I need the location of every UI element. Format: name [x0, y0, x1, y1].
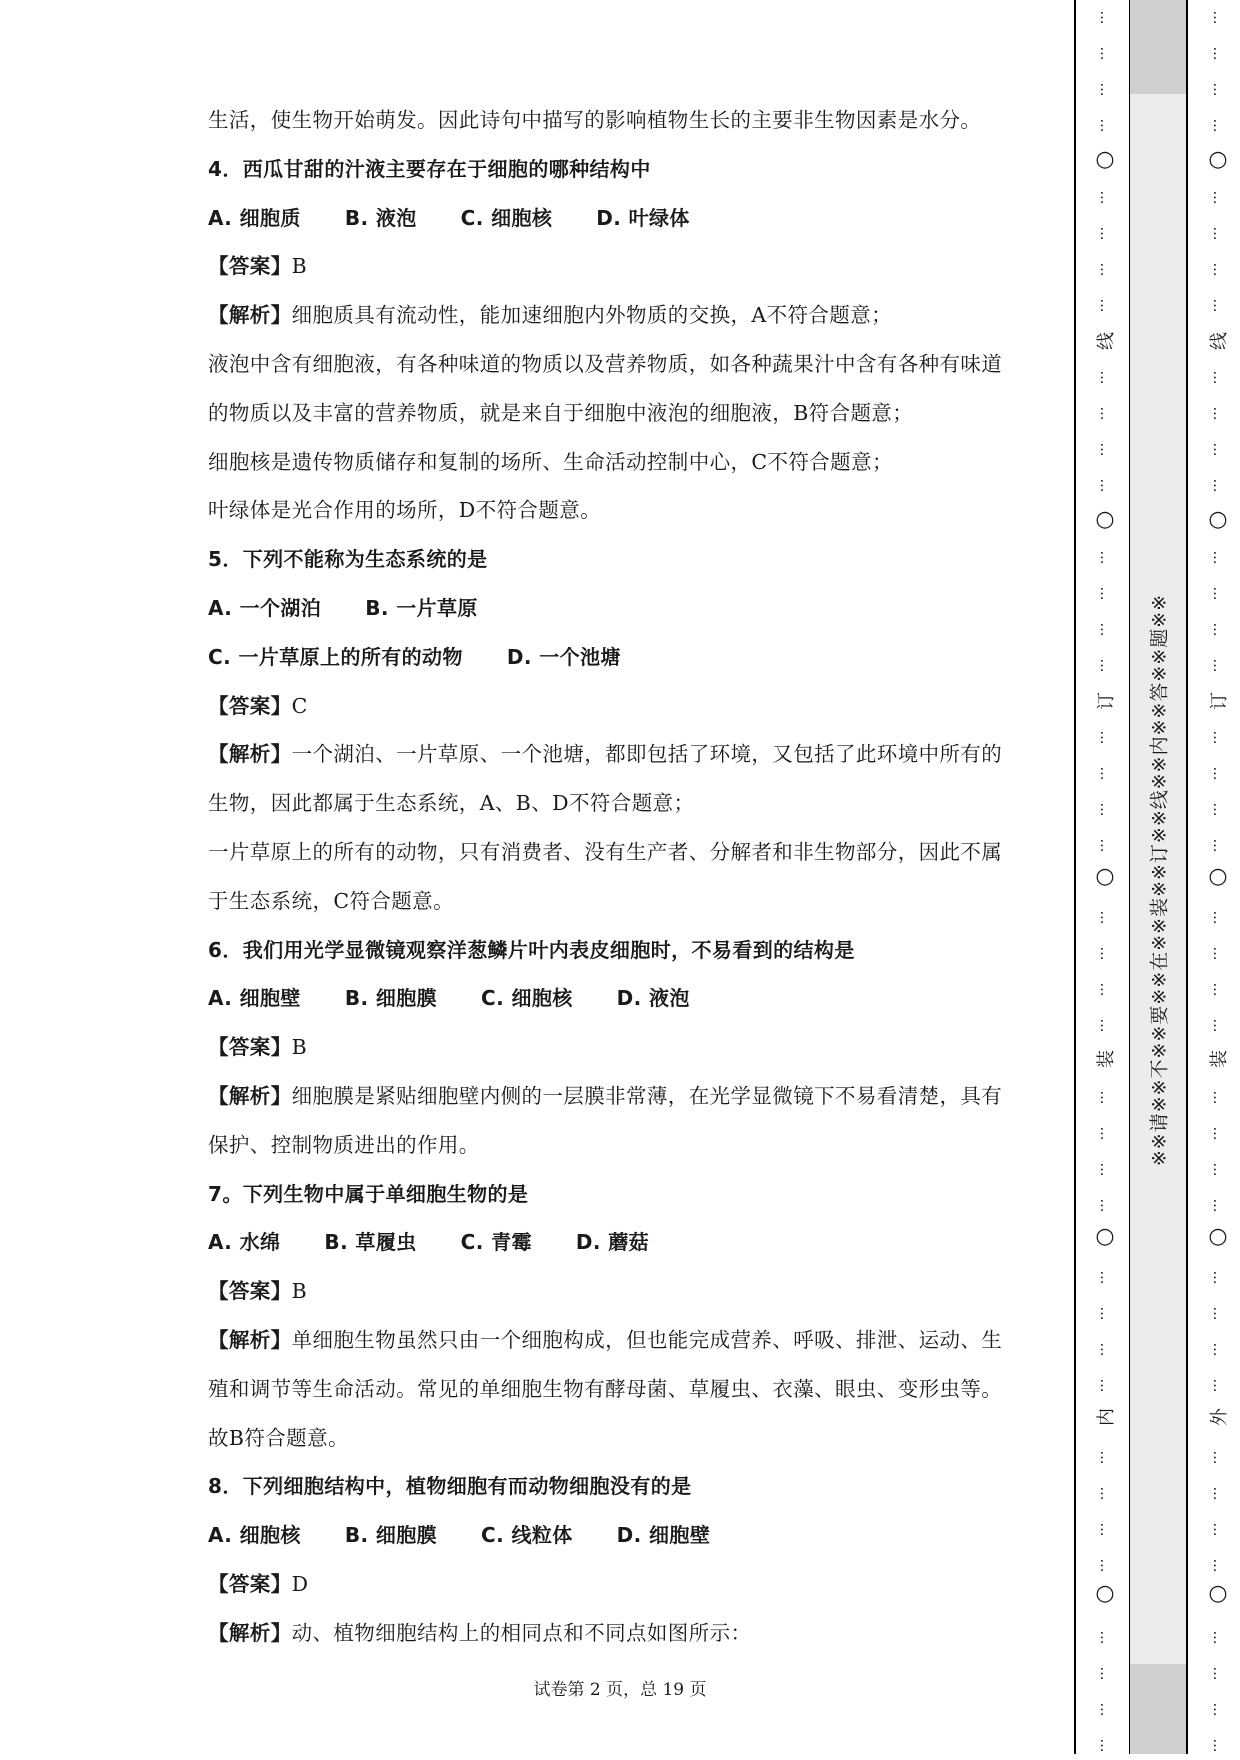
- option-item: D. 叶绿体: [596, 205, 690, 230]
- dotted-segment: …: [1210, 1126, 1226, 1140]
- option-item: B. 草履虫: [324, 1230, 417, 1255]
- analysis-line: [208, 291, 1058, 340]
- binding-dots-right: [1203, 0, 1233, 1754]
- line-text: 动、植物细胞结构上的相同点和不同点如图所示：: [291, 1620, 752, 1645]
- binding-circle-icon: ○: [1095, 507, 1115, 532]
- dotted-segment: …: [1097, 1558, 1113, 1572]
- binding-circle-icon: ○: [1095, 1224, 1115, 1249]
- dotted-segment: …: [1210, 262, 1226, 276]
- page-footer: 试卷第 2 页，总 19 页: [533, 1680, 707, 1700]
- option-item: B. 液泡: [344, 205, 417, 230]
- dotted-segment: …: [1210, 1306, 1226, 1320]
- option-item: C. 线粒体: [481, 1523, 573, 1548]
- binding-line-left: [1074, 0, 1076, 1754]
- dotted-segment: …: [1097, 1162, 1113, 1176]
- dotted-segment: …: [1210, 982, 1226, 996]
- dotted-segment: …: [1097, 766, 1113, 780]
- dotted-segment: …: [1210, 118, 1226, 132]
- dotted-segment: …: [1210, 910, 1226, 924]
- text-line: 保护、控制物质进出的作用。: [208, 1132, 480, 1157]
- dotted-segment: …: [1210, 1090, 1226, 1104]
- dotted-segment: …: [1210, 1450, 1226, 1464]
- analysis-line: [208, 730, 1058, 779]
- question-title: 7。下列生物中属于单细胞生物的是: [208, 1181, 529, 1206]
- dotted-segment: …: [1097, 658, 1113, 672]
- question-title: 5．下列不能称为生态系统的是: [208, 547, 488, 572]
- dotted-segment: …: [1097, 1738, 1113, 1752]
- binding-circle-icon: ○: [1208, 1581, 1228, 1606]
- text-line: 叶绿体是光合作用的场所，D不符合题意。: [208, 498, 602, 523]
- text-line: 液泡中含有细胞液，有各种味道的物质以及营养物质，如各种蔬果汁中含有各种有味道: [208, 351, 1003, 376]
- text-line: 一片草原上的所有的动物，只有消费者、没有生产者、分解者和非生物部分，因此不属: [208, 839, 1003, 864]
- option-item: D. 液泡: [616, 986, 690, 1011]
- dotted-segment: …: [1210, 1486, 1226, 1500]
- dotted-segment: …: [1210, 406, 1226, 420]
- option-row: [208, 194, 1058, 243]
- dotted-segment: …: [1210, 1198, 1226, 1212]
- dotted-segment: …: [1097, 1378, 1113, 1392]
- dotted-segment: …: [1097, 1090, 1113, 1104]
- text-line: 生活，使生物开始萌发。因此诗句中描写的影响植物生长的主要非生物因素是水分。: [208, 108, 982, 132]
- question-title: 6．我们用光学显微镜观察洋葱鳞片叶内表皮细胞时，不易看到的结构是: [208, 937, 855, 962]
- answer-tag: 【答案】: [208, 1279, 292, 1304]
- analysis-line: [208, 1316, 1058, 1365]
- dotted-segment: …: [1210, 1702, 1226, 1716]
- answer-line: [208, 682, 1058, 731]
- dotted-segment: …: [1210, 478, 1226, 492]
- dotted-segment: …: [1097, 586, 1113, 600]
- option-item: B. 细胞膜: [344, 1523, 438, 1548]
- option-item: C. 青霉: [460, 1230, 532, 1255]
- dotted-segment: …: [1097, 1630, 1113, 1644]
- option-item: C. 一片草原上的所有的动物: [208, 644, 463, 669]
- dotted-segment: …: [1097, 1198, 1113, 1212]
- binding-label: 装: [1209, 1050, 1230, 1068]
- dotted-segment: …: [1097, 982, 1113, 996]
- option-item: B. 细胞膜: [344, 986, 438, 1011]
- dotted-segment: …: [1210, 1162, 1226, 1176]
- dotted-segment: …: [1097, 478, 1113, 492]
- option-row: [208, 974, 1058, 1023]
- binding-circle-icon: ○: [1208, 507, 1228, 532]
- dotted-segment: …: [1097, 838, 1113, 852]
- dotted-segment: …: [1097, 442, 1113, 456]
- line-text: C: [291, 693, 308, 718]
- option-item: A. 细胞核: [208, 1523, 301, 1548]
- dotted-segment: …: [1210, 1738, 1226, 1752]
- dotted-segment: …: [1097, 46, 1113, 60]
- dotted-segment: …: [1097, 1486, 1113, 1500]
- dotted-segment: …: [1210, 730, 1226, 744]
- dotted-segment: …: [1210, 442, 1226, 456]
- binding-label: 线: [1209, 332, 1230, 350]
- binding-label: 外: [1209, 1408, 1230, 1426]
- dotted-segment: …: [1210, 1630, 1226, 1644]
- dotted-segment: …: [1210, 1378, 1226, 1392]
- text-line: 殖和调节等生命活动。常见的单细胞生物有酵母菌、草履虫、衣藻、眼虫、变形虫等。: [208, 1376, 1003, 1401]
- binding-circle-icon: ○: [1095, 1581, 1115, 1606]
- analysis-tag: 【解析】: [208, 303, 292, 328]
- dotted-segment: …: [1097, 1450, 1113, 1464]
- dotted-segment: …: [1210, 1666, 1226, 1680]
- binding-circle-icon: ○: [1208, 864, 1228, 889]
- dotted-segment: …: [1210, 82, 1226, 96]
- dotted-segment: …: [1097, 622, 1113, 636]
- binding-line-inner-right: [1186, 0, 1188, 1754]
- dotted-segment: …: [1210, 838, 1226, 852]
- dotted-segment: …: [1097, 1270, 1113, 1284]
- option-row: [208, 1511, 1058, 1560]
- option-row: [208, 584, 1058, 633]
- exam-content: [208, 96, 1058, 1658]
- dotted-segment: …: [1210, 370, 1226, 384]
- dotted-segment: …: [1210, 1342, 1226, 1356]
- binding-label: 订: [1096, 692, 1117, 710]
- dotted-segment: …: [1097, 10, 1113, 24]
- answer-tag: 【答案】: [208, 693, 292, 718]
- analysis-tag: 【解析】: [208, 742, 292, 767]
- dotted-segment: …: [1210, 1018, 1226, 1032]
- answer-tag: 【答案】: [208, 1571, 292, 1596]
- option-item: C. 细胞核: [481, 986, 573, 1011]
- analysis-line: [208, 1609, 1058, 1658]
- dotted-segment: …: [1097, 1342, 1113, 1356]
- text-line: 于生态系统，C符合题意。: [208, 888, 454, 913]
- dotted-segment: …: [1097, 406, 1113, 420]
- option-item: C. 细胞核: [460, 205, 553, 230]
- dotted-segment: …: [1097, 226, 1113, 240]
- dotted-segment: …: [1097, 1126, 1113, 1140]
- line-text: 单细胞生物虽然只由一个细胞构成，但也能完成营养、呼吸、排泄、运动、生: [291, 1327, 1003, 1352]
- dotted-segment: …: [1097, 802, 1113, 816]
- option-row: [208, 633, 1058, 682]
- answer-line: [208, 1267, 1058, 1316]
- text-line: 的物质以及丰富的营养物质，就是来自于细胞中液泡的细胞液，B符合题意；: [208, 400, 914, 425]
- binding-label: 线: [1096, 332, 1117, 350]
- dotted-segment: …: [1210, 766, 1226, 780]
- binding-circle-icon: ○: [1208, 1224, 1228, 1249]
- binding-label: 装: [1096, 1050, 1117, 1068]
- dotted-segment: …: [1210, 658, 1226, 672]
- dotted-segment: …: [1097, 298, 1113, 312]
- dotted-segment: …: [1097, 730, 1113, 744]
- dotted-segment: …: [1210, 298, 1226, 312]
- dotted-segment: …: [1210, 1558, 1226, 1572]
- analysis-tag: 【解析】: [208, 1083, 292, 1108]
- option-item: D. 细胞壁: [616, 1523, 711, 1548]
- line-text: 细胞质具有流动性，能加速细胞内外物质的交换，A不符合题意；: [291, 303, 893, 328]
- dotted-segment: …: [1097, 1666, 1113, 1680]
- dotted-segment: …: [1210, 550, 1226, 564]
- dotted-segment: …: [1097, 946, 1113, 960]
- binding-circle-icon: ○: [1095, 147, 1115, 172]
- option-item: D. 一个池塘: [506, 644, 621, 669]
- question-title: 4．西瓜甘甜的汁液主要存在于细胞的哪种结构中: [208, 156, 651, 181]
- dotted-segment: …: [1210, 1270, 1226, 1284]
- binding-strip-top: [1130, 0, 1186, 94]
- dotted-segment: …: [1097, 1306, 1113, 1320]
- analysis-tag: 【解析】: [208, 1620, 292, 1645]
- dotted-segment: …: [1210, 946, 1226, 960]
- option-item: A. 一个湖泊: [208, 595, 322, 620]
- option-row: [208, 1218, 1058, 1267]
- text-line: 故B符合题意。: [208, 1425, 349, 1450]
- option-item: A. 细胞壁: [208, 986, 301, 1011]
- dotted-segment: …: [1210, 10, 1226, 24]
- answer-tag: 【答案】: [208, 1035, 292, 1060]
- dotted-segment: …: [1097, 82, 1113, 96]
- dotted-segment: …: [1210, 190, 1226, 204]
- text-line: 生物，因此都属于生态系统，A、B、D不符合题意；: [208, 791, 695, 816]
- line-text: B: [291, 254, 308, 279]
- binding-label: 内: [1096, 1408, 1117, 1426]
- option-item: D. 蘑菇: [575, 1230, 650, 1255]
- dotted-segment: …: [1210, 622, 1226, 636]
- answer-line: [208, 1560, 1058, 1609]
- line-text: B: [291, 1035, 308, 1060]
- binding-dots-left: [1090, 0, 1120, 1754]
- line-text: D: [291, 1571, 309, 1596]
- answer-tag: 【答案】: [208, 254, 292, 279]
- dotted-segment: …: [1097, 550, 1113, 564]
- line-text: B: [291, 1279, 308, 1304]
- option-item: A. 细胞质: [208, 205, 301, 230]
- answer-line: [208, 242, 1058, 291]
- binding-notice: ※※请※※不※※要※※在※※装※※订※※线※※内※※答※※题※※: [1148, 593, 1171, 1167]
- binding-circle-icon: ○: [1095, 864, 1115, 889]
- option-item: A. 水绵: [208, 1230, 281, 1255]
- dotted-segment: …: [1097, 262, 1113, 276]
- text-line: 细胞核是遗传物质储存和复制的场所、生命活动控制中心，C不符合题意；: [208, 449, 893, 474]
- dotted-segment: …: [1097, 370, 1113, 384]
- dotted-segment: …: [1097, 910, 1113, 924]
- dotted-segment: …: [1210, 802, 1226, 816]
- dotted-segment: …: [1097, 190, 1113, 204]
- question-title: 8．下列细胞结构中，植物细胞有而动物细胞没有的是: [208, 1474, 692, 1499]
- dotted-segment: …: [1097, 1522, 1113, 1536]
- dotted-segment: …: [1210, 586, 1226, 600]
- dotted-segment: …: [1097, 1018, 1113, 1032]
- dotted-segment: …: [1097, 1702, 1113, 1716]
- analysis-tag: 【解析】: [208, 1327, 292, 1352]
- option-item: B. 一片草原: [365, 595, 478, 620]
- line-text: 一个湖泊、一片草原、一个池塘，都即包括了环境，又包括了此环境中所有的: [291, 742, 1003, 767]
- analysis-line: [208, 1072, 1058, 1121]
- dotted-segment: …: [1210, 46, 1226, 60]
- line-text: 细胞膜是紧贴细胞壁内侧的一层膜非常薄，在光学显微镜下不易看清楚，具有: [291, 1083, 1003, 1108]
- dotted-segment: …: [1097, 118, 1113, 132]
- binding-label: 订: [1209, 692, 1230, 710]
- binding-strip-bottom: [1130, 1664, 1186, 1754]
- dotted-segment: …: [1210, 226, 1226, 240]
- answer-line: [208, 1023, 1058, 1072]
- dotted-segment: …: [1210, 1522, 1226, 1536]
- binding-circle-icon: ○: [1208, 147, 1228, 172]
